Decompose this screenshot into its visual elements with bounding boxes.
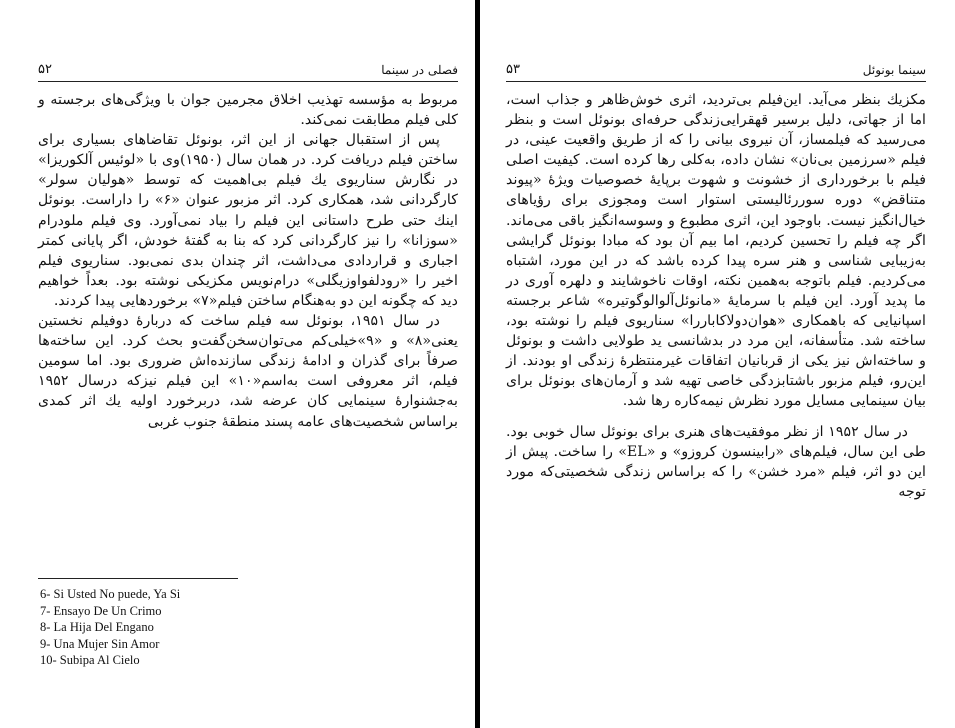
right-page-number: ۵۳: [506, 62, 520, 77]
footnote: 8- La Hija Del Engano: [40, 620, 154, 634]
paragraph: مربوط به مؤسسه تهذیب اخلاق مجرمین جوان با ویژگی‌های برجسته و کلی فیلم مطابقت نمی‌کند.: [38, 92, 458, 129]
footnote: 9- Una Mujer Sin Amor: [40, 636, 160, 651]
right-page: [480, 0, 955, 728]
paragraph: در سال ۱۹۵۲ از نظر موفقیت‌های هنری برای بونوئل سال خوبی بود. طی این سال، فیلم‌های «رابینسون کروزو» و «EL» را ساخت. پیش از این دو اثر، فیلم «مرد خشن» را که براساس زندگی شخصیتی‌که مورد توجه: [506, 423, 927, 500]
right-running-title: سینما بونوئل: [862, 63, 926, 77]
paragraph: مکزیك بنظر می‌آید. این‌فیلم بی‌تردید، اثری خوش‌ظاهر و جذاب است، اما از جهاتی، دلیل برسیر قهقرایی‌زندگی حرفه‌ای بونوئل است و بنظر می‌رسید که فیلمساز، آن نیروی بیانی را که از طریق واقعیت عینی، در فیلم «سرزمین بی‌نان» نشان داده، به‌کلی رها کرده است. کیفیت اصلی فیلم با برخورداری از خشونت و شهوت برپایهٔ خصوصیات ویژهٔ «پیوند متناقض» دوره سوررئالیستی استوار است ومجوزی برای رؤیاهای خیال‌انگیز نیست. باوجود این، اثری مطبوع و وسوسه‌انگیز باقی می‌ماند. اگر چه فیلم را تحسین کردیم، اما بیم آن بود که مبادا بونوئل گرایشی به‌زیبایی شناسی و هنر سره پیدا کرده باشد که در این مورد، اشتباه می‌کردیم. فیلم باتوجه به‌همین نکته، اوقات ناخوشایند و دلهره آوری در ما پدید آورد. این فیلم با سرمایهٔ «مانوئل‌آلوالوگوتیره» شاعر برجسته اسپانیایی که باهمکاری «هوان‌دولاکاباررا» سناریوی فیلم را نوشته بود، ساخته شد. متأسفانه، این مرد در بدشانسی ید طولایی داشت و بونوئل و ساخته‌اش نیز یکی از قربانیان اتفاقات غیرمنتظرهٔ زندگی او بودند. از این‌رو، فیلم مزبور باشتابزدگی خاصی تهیه شد و آرمان‌های بونوئل برای بیان سینمایی مسایل مورد نظرش نیمه‌کاره رها شد.: [506, 92, 926, 410]
left-page-body: [38, 90, 458, 432]
right-page-header: [506, 58, 926, 82]
left-running-title: فصلی در سینما: [381, 63, 458, 77]
footnotes: [40, 586, 340, 669]
left-page: [0, 0, 475, 728]
left-page-number: ۵۲: [38, 62, 52, 77]
footnote: 7- Ensayo De Un Crimo: [40, 603, 162, 618]
footnote: 6- Si Usted No puede, Ya Si: [40, 587, 181, 601]
right-page-body: [506, 90, 926, 502]
footnote: 10- Subipa Al Cielo: [40, 653, 140, 667]
left-page-header: [38, 58, 458, 82]
footnote-rule: [38, 578, 238, 579]
paragraph: پس از استقبال جهانی از این اثر، بونوئل تقاضاهای بسیاری برای ساختن فیلم دریافت کرد. در همان سال (۱۹۵۰)وی با «لوئیس آلکوریزا» در نگارش سناریوی یك فیلم بی‌اهمیت که توسط «هولیان سولر» کارگردانی شد، همکاری کرد. اثر مزبور عنوان «۶» را داراست. بونوئل اینك حتی طرح داستانی این فیلم را بیاد نمی‌آورد. وی فیلم ملودرام «سوزانا» را نیز کارگردانی کرد که بنا به گفتهٔ خودش، اگر پایانی کمتر اجباری و قراردادی می‌داشت، اثر چندان بدی نمی‌بود. سناریوی فیلم اخیر را «رودلفواوزیگلی» درام‌نویس مکزیکی نوشته بود. بعداً خواهیم دید که چگونه این دو به‌هنگام ساختن فیلم«۷» برخوردهایی پیدا کردند.: [38, 132, 459, 309]
paragraph: در سال ۱۹۵۱، بونوئل سه فیلم ساخت که دربارهٔ دوفیلم نخستین یعنی«۸» و «۹»خیلی‌کم می‌توان‌سخن‌گفت‌و بحث کرد. این ساخته‌ها صرفاً برای گذران و ادامهٔ زندگی سازنده‌اش ضروری بود. اما سومین فیلم، اثر معروفی است به‌اسم«۱۰» این فیلم نیزکه درسال ۱۹۵۲ به‌جشنوارهٔ سینمایی کان عرضه شد، دربرخورد اولیه یك اثر کمدی براساس شخصیت‌های عامه پسند منطقهٔ جنوب غربی: [38, 313, 459, 430]
